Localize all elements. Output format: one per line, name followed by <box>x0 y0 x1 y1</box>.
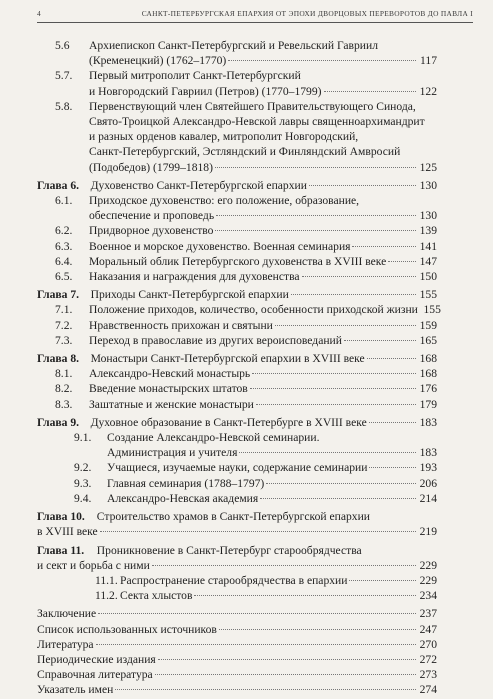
toc-entry-title: Духовное образование в Санкт-Петербурге в XVIII веке <box>90 415 367 429</box>
toc-entry-title: Секта хлыстов <box>120 589 193 603</box>
toc-entry <box>37 333 437 348</box>
dot-leader <box>256 403 416 405</box>
toc-chapter-entry <box>37 509 437 539</box>
toc-entry-number: 6.4. <box>55 254 73 268</box>
dot-leader <box>275 324 416 326</box>
toc-entry-title: Периодические издания <box>37 652 156 666</box>
dot-leader <box>369 421 416 423</box>
toc-entry-title: Первенствующий член Святейшего Правительствующего Синода, <box>89 99 416 113</box>
toc-page-number: 130 <box>419 209 437 223</box>
toc-page-number: 179 <box>419 397 437 411</box>
toc-entry-number: 6.2. <box>55 224 73 238</box>
dot-leader <box>96 643 416 645</box>
toc-chapter-entry <box>37 351 437 366</box>
toc-entry-number: 11.2. <box>95 589 118 603</box>
toc-entry-line <box>89 381 437 396</box>
toc-entry-number: 9.3. <box>74 476 92 490</box>
toc-page-number: 176 <box>419 382 437 396</box>
toc-entry-line <box>107 445 437 460</box>
toc-entry-line <box>89 366 437 381</box>
page-number: 4 <box>37 9 41 18</box>
toc-page-number: 130 <box>419 178 437 192</box>
toc-entry-number: 5.6 <box>55 39 70 52</box>
toc-chapter-entry <box>37 287 437 302</box>
toc-entry-line <box>37 509 437 524</box>
toc-entry <box>37 397 437 412</box>
toc-entry <box>37 302 441 317</box>
toc-entry <box>37 460 437 475</box>
dot-leader <box>309 184 416 186</box>
toc-entry-title: Заключение <box>37 607 97 621</box>
toc-entry-title: Главная семинария (1788–1797) <box>107 476 265 490</box>
toc-entry-number: 5.7. <box>55 69 73 83</box>
dot-leader <box>100 530 416 532</box>
toc-entry-line <box>107 430 437 445</box>
toc-page-number: 117 <box>420 54 437 68</box>
dot-leader <box>239 451 416 453</box>
toc-entry <box>37 588 437 603</box>
toc-entry <box>37 223 437 238</box>
toc-entry <box>37 269 437 284</box>
running-title: САНКТ-ПЕТЕРБУРГСКАЯ ЕПАРХИЯ ОТ ЭПОХИ ДВОРЦОВЫХ ПЕРЕВОРОТОВ ДО ПАВЛА I <box>141 9 473 18</box>
dot-leader <box>352 245 416 247</box>
toc-entry-line <box>37 682 437 697</box>
toc-page-number: 125 <box>419 160 437 174</box>
toc-entry-title: Придворное духовенство <box>89 224 214 238</box>
toc-entry-number: 7.3. <box>55 333 73 347</box>
toc-entry <box>37 573 437 588</box>
toc-page-number: 229 <box>419 573 437 587</box>
toc-entry-title: Монастыри Санкт-Петербургской епархии в XVIII веке <box>90 352 365 366</box>
toc-entry-line <box>89 68 437 83</box>
toc-page-number: 141 <box>419 239 437 253</box>
toc-page-number: 165 <box>419 333 437 347</box>
toc-entry <box>37 68 437 98</box>
toc-entry-line <box>37 178 437 193</box>
toc-entry-title: Свято-Троицкой Александро-Невской лавры священноархимандрит <box>89 115 425 129</box>
toc-page-number: 193 <box>419 461 437 475</box>
dot-leader <box>250 387 416 389</box>
toc-entry-number: Глава 11. <box>37 543 85 557</box>
dot-leader <box>266 482 416 484</box>
running-header <box>37 7 473 21</box>
toc-entry-number: 9.4. <box>74 491 92 505</box>
toc-chapter-entry <box>37 415 437 430</box>
dot-leader <box>369 466 416 468</box>
toc-entry-line <box>89 129 437 144</box>
toc-entry-title: Введение монастырских штатов <box>89 382 248 396</box>
toc-entry-number: 6.3. <box>55 239 73 253</box>
toc-entry-line <box>89 193 437 208</box>
toc-page-number: 159 <box>419 318 437 332</box>
toc-entry-number: 6.1. <box>55 194 73 208</box>
dot-leader <box>152 564 416 566</box>
toc-entry-line <box>37 287 437 302</box>
toc-entry <box>37 622 437 637</box>
dot-leader <box>215 166 416 168</box>
toc-entry-title: Первый митрополит Санкт-Петербургский <box>89 69 301 83</box>
toc-page-number: 273 <box>419 668 437 682</box>
toc-entry-title: Администрация и учителя <box>107 446 238 460</box>
toc-entry-title: Справочная литература <box>37 668 153 682</box>
toc-chapter-entry <box>37 543 437 573</box>
toc-entry <box>37 652 437 667</box>
toc-entry-title: Архиепископ Санкт-Петербургский и Ревельский Гавриил <box>89 39 379 52</box>
toc-entry-line <box>89 99 437 114</box>
toc-entry-title: Литература <box>37 637 94 651</box>
toc-entry-title: Строительство храмов в Санкт-Петербургской епархии <box>96 510 371 524</box>
toc-entry-number: Глава 7. <box>37 288 80 302</box>
toc-entry <box>37 366 437 381</box>
toc-entry-line <box>89 144 437 159</box>
toc-entry-line <box>89 53 437 68</box>
toc-entry-title: Моральный облик Петербургского духовенства в XVIII веке <box>89 254 387 268</box>
toc-entry-title: Духовенство Санкт-Петербургской епархии <box>90 178 307 192</box>
toc-page-number: 234 <box>419 589 437 603</box>
dot-leader <box>194 594 416 596</box>
toc-entry-title: Учащиеся, изучаемые науки, содержание семинарии <box>107 461 368 475</box>
toc-entry-number: 11.1. <box>95 573 118 587</box>
dot-leader <box>158 658 416 660</box>
toc-entry-title: Военное и морское духовенство. Военная семинария <box>89 239 351 253</box>
toc-entry-title: обеспечение и проповедь <box>89 209 215 223</box>
toc-page-number: 155 <box>419 288 437 302</box>
toc-entry-title: Распространение старообрядчества в епархии <box>120 573 348 587</box>
toc-entry-line <box>89 254 437 269</box>
toc-page-number: 270 <box>419 637 437 651</box>
toc-entry-line <box>37 558 437 573</box>
toc-entry-title: и разных орденов кавалер, митрополит Новгородский, <box>89 130 359 144</box>
dot-leader <box>302 275 416 277</box>
dot-leader <box>367 357 416 359</box>
toc-entry-line <box>37 606 437 621</box>
toc-entry-line <box>107 460 437 475</box>
toc-entry <box>37 491 437 506</box>
toc-entry-title: Приходы Санкт-Петербургской епархии <box>90 288 289 302</box>
toc-entry <box>37 193 437 223</box>
toc-page-number: 272 <box>419 652 437 666</box>
toc-page-number: 229 <box>419 558 437 572</box>
toc-entry-number: 6.5. <box>55 270 73 284</box>
toc-entry-number: 8.1. <box>55 367 73 381</box>
toc-entry <box>37 381 437 396</box>
toc-entry-title: Проникновение в Санкт-Петербург старообрядчества <box>96 543 362 557</box>
toc-page-number: 168 <box>419 367 437 381</box>
toc-entry-title: Положение приходов, количество, особенности приходской жизни <box>89 303 418 317</box>
toc-entry-line <box>107 476 437 491</box>
toc-entry-line <box>89 208 437 223</box>
toc-page-number: 150 <box>419 270 437 284</box>
toc-entry <box>37 637 437 652</box>
toc-entry-line <box>37 351 437 366</box>
toc-entry-title: Нравственность прихожан и святыни <box>89 318 273 332</box>
toc-entry-number: 9.1. <box>74 431 92 445</box>
toc-page-number: 122 <box>419 84 437 98</box>
toc-entry <box>37 239 437 254</box>
toc-entry-title: (Кременецкий) (1762–1770) <box>89 54 227 68</box>
toc-entry <box>37 318 437 333</box>
dot-leader <box>219 628 416 630</box>
dot-leader <box>260 497 416 499</box>
dot-leader <box>324 90 417 92</box>
dot-leader <box>115 688 416 690</box>
toc-entry <box>37 476 437 491</box>
toc-entry-title: Санкт-Петербургский, Эстляндский и Финляндский Амвросий <box>89 145 401 159</box>
toc-entry-number: 7.2. <box>55 318 73 332</box>
toc-entry-title: Александро-Невский монастырь <box>89 367 251 381</box>
toc-entry-number: 5.8. <box>55 99 73 113</box>
toc-entry-number: 8.2. <box>55 382 73 396</box>
toc-entry-title: Указатель имен <box>37 683 114 697</box>
dot-leader <box>252 372 416 374</box>
toc-entry-number: Глава 9. <box>37 415 80 429</box>
toc-chapter-entry <box>37 178 437 193</box>
dot-leader <box>216 214 416 216</box>
toc-page-number: 237 <box>419 607 437 621</box>
dot-leader <box>344 339 416 341</box>
toc-entry <box>37 254 437 269</box>
toc-entry-title: Наказания и награждения для духовенства <box>89 270 300 284</box>
toc-entry-line <box>89 397 437 412</box>
toc-entry-line <box>89 84 437 99</box>
toc-entry-line <box>89 114 437 129</box>
toc-entry-line <box>37 652 437 667</box>
dot-leader <box>349 579 416 581</box>
toc-entry-line <box>37 667 437 682</box>
toc-page-number: 214 <box>419 491 437 505</box>
toc-entry-line <box>89 269 437 284</box>
toc-entry-title: в XVIII веке <box>37 525 98 539</box>
toc-page-number: 147 <box>419 254 437 268</box>
toc-entry <box>37 38 437 68</box>
toc-entry-title: Александро-Невская академия <box>107 491 259 505</box>
toc-entry-line <box>89 333 437 348</box>
toc-entry <box>37 682 437 697</box>
toc-entry-title: и Новгородский Гавриил (Петров) (1770–1799) <box>89 84 322 98</box>
toc-page-number: 183 <box>419 446 437 460</box>
dot-leader <box>98 612 416 614</box>
toc-page-number: 206 <box>419 476 437 490</box>
toc-entry-number: Глава 8. <box>37 352 80 366</box>
toc-entry-line <box>37 524 437 539</box>
toc-entry-title: Создание Александро-Невской семинарии. <box>107 431 320 445</box>
toc-entry-line <box>89 223 437 238</box>
dot-leader <box>155 673 416 675</box>
toc-entry-line <box>89 38 437 53</box>
toc-page-number: 155 <box>423 303 441 317</box>
dot-leader <box>228 59 416 61</box>
dot-leader <box>388 260 416 262</box>
toc-page-number: 219 <box>419 525 437 539</box>
toc-entry <box>37 606 437 621</box>
toc-entry-title: Переход в православие из других вероисповеданий <box>89 333 342 347</box>
toc-entry-number: Глава 10. <box>37 510 85 524</box>
toc-entry <box>37 430 437 460</box>
toc-entry-title: (Подобедов) (1799–1818) <box>89 160 213 174</box>
toc-page-number: 168 <box>419 352 437 366</box>
toc-entry-number: 8.3. <box>55 397 73 411</box>
toc-entry-number: Глава 6. <box>37 178 80 192</box>
toc-entry-line <box>37 637 437 652</box>
toc-entry-title: Список использованных источников <box>37 622 217 636</box>
toc-page-number: 183 <box>419 415 437 429</box>
toc-entry-title: Заштатные и женские монастыри <box>89 397 254 411</box>
toc-entry-line <box>89 239 437 254</box>
toc-page-number: 274 <box>419 683 437 697</box>
toc-entry-title: и сект и борьба с ними <box>37 558 150 572</box>
dot-leader <box>215 229 416 231</box>
toc-entry-line <box>120 573 437 588</box>
toc-entry-line <box>37 543 437 558</box>
toc-entry <box>37 667 437 682</box>
toc-entry <box>37 99 437 175</box>
toc-page-number: 139 <box>419 224 437 238</box>
table-of-contents <box>37 38 441 698</box>
toc-page-number: 247 <box>419 622 437 636</box>
toc-entry-line <box>89 160 437 175</box>
toc-entry-number: 7.1. <box>55 303 73 317</box>
toc-entry-line <box>120 588 437 603</box>
header-rule <box>37 22 473 23</box>
toc-entry-line <box>89 302 441 317</box>
toc-entry-title: Приходское духовенство: его положение, образование, <box>89 194 360 208</box>
toc-entry-line <box>89 318 437 333</box>
toc-entry-line <box>107 491 437 506</box>
dot-leader <box>291 293 416 295</box>
toc-entry-line <box>37 415 437 430</box>
toc-entry-number: 9.2. <box>74 461 92 475</box>
toc-entry-line <box>37 622 437 637</box>
